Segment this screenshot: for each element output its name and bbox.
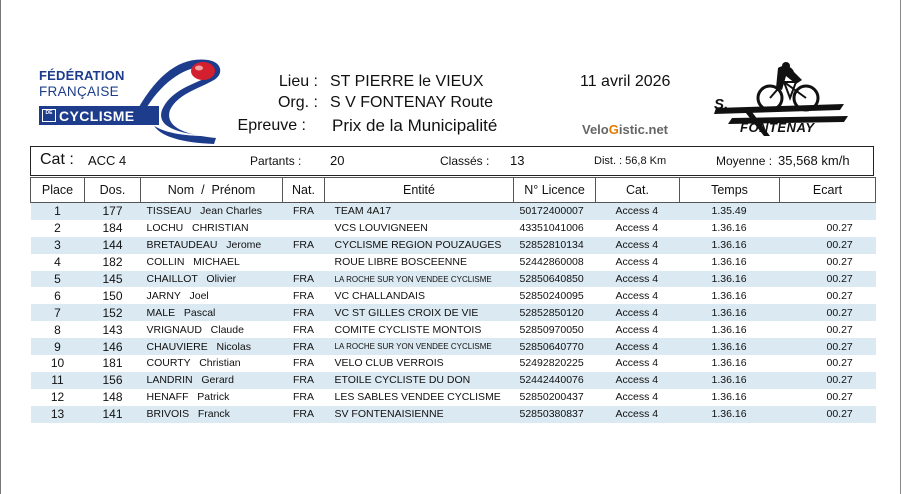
partants-value: 20 xyxy=(330,153,345,168)
cell-cat: Access 4 xyxy=(596,287,680,304)
results-body xyxy=(31,203,876,423)
cell-ecart: 00.27 xyxy=(780,237,876,254)
race-date: 11 avril 2026 xyxy=(580,73,671,90)
cell-ecart: 00.27 xyxy=(780,321,876,338)
cell-nat: FRA xyxy=(283,203,325,220)
cell-cat: Access 4 xyxy=(596,389,680,406)
cell-dos: 146 xyxy=(85,338,141,355)
cell-place: 4 xyxy=(31,254,85,271)
distance: Dist. : 56,8 Km xyxy=(594,155,667,167)
cell-entite: VC CHALLANDAIS xyxy=(325,287,514,304)
cell-place: 13 xyxy=(31,406,85,423)
cell-licence: 43351041006 xyxy=(514,220,596,237)
table-row xyxy=(31,271,876,288)
club-logo-sv: S. xyxy=(714,96,729,113)
cell-temps: 1.36.16 xyxy=(680,321,780,338)
cell-entite: ROUE LIBRE BOSCEENNE xyxy=(325,254,514,271)
cell-cat: Access 4 xyxy=(596,220,680,237)
federation-line3: CYCLISME xyxy=(59,108,135,124)
cell-licence: 52850640850 xyxy=(514,271,596,288)
cell-temps: 1.36.16 xyxy=(680,271,780,288)
cell-nom: LANDRIN Gerard xyxy=(141,372,283,389)
table-row xyxy=(31,321,876,338)
cell-entite: VELO CLUB VERROIS xyxy=(325,355,514,372)
cell-dos: 148 xyxy=(85,389,141,406)
cat-value: ACC 4 xyxy=(88,153,127,168)
cell-ecart: 00.27 xyxy=(780,220,876,237)
cell-entite: LA ROCHE SUR YON VENDEE CYCLISME xyxy=(325,271,514,288)
cell-dos: 182 xyxy=(85,254,141,271)
table-row xyxy=(31,287,876,304)
club-logo-name: FONTENAY xyxy=(740,120,815,135)
cell-nat: FRA xyxy=(283,237,325,254)
cell-entite: LA ROCHE SUR YON VENDEE CYCLISME xyxy=(325,338,514,355)
moyenne-value: 35,568 km/h xyxy=(778,153,850,168)
cell-entite: ETOILE CYCLISTE DU DON xyxy=(325,372,514,389)
col-header-cat: Cat. xyxy=(596,178,680,203)
cell-nat: FRA xyxy=(283,304,325,321)
partants-label: Partants : xyxy=(250,154,302,168)
cell-licence: 52852850120 xyxy=(514,304,596,321)
col-header-temps: Temps xyxy=(680,178,780,203)
table-row xyxy=(31,254,876,271)
cell-entite: SV FONTENAISIENNE xyxy=(325,406,514,423)
cell-entite: TEAM 4A17 xyxy=(325,203,514,220)
cell-ecart: 00.27 xyxy=(780,254,876,271)
cell-cat: Access 4 xyxy=(596,271,680,288)
cell-cat: Access 4 xyxy=(596,237,680,254)
cell-temps: 1.36.16 xyxy=(680,254,780,271)
cell-ecart xyxy=(780,203,876,220)
cell-ecart: 00.27 xyxy=(780,406,876,423)
cell-ecart: 00.27 xyxy=(780,271,876,288)
cell-place: 8 xyxy=(31,321,85,338)
cell-dos: 177 xyxy=(85,203,141,220)
table-row xyxy=(31,338,876,355)
club-logo xyxy=(712,60,852,142)
cell-temps: 1.36.16 xyxy=(680,389,780,406)
table-row xyxy=(31,355,876,372)
cell-nat xyxy=(283,220,325,237)
col-header-ecart: Ecart xyxy=(780,178,876,203)
cell-cat: Access 4 xyxy=(596,321,680,338)
federation-line2: FRANÇAISE xyxy=(39,84,119,99)
col-header-entite: Entité xyxy=(325,178,514,203)
cell-cat: Access 4 xyxy=(596,372,680,389)
cell-nom: COURTY Christian xyxy=(141,355,283,372)
cell-place: 3 xyxy=(31,237,85,254)
brand-part-c: istic.net xyxy=(618,122,668,137)
cell-place: 2 xyxy=(31,220,85,237)
cell-nom: CHAILLOT Olivier xyxy=(141,271,283,288)
cell-place: 9 xyxy=(31,338,85,355)
cell-licence: 52492820225 xyxy=(514,355,596,372)
cat-label: Cat : xyxy=(40,151,74,168)
cell-dos: 145 xyxy=(85,271,141,288)
federation-line1: FÉDÉRATION xyxy=(39,68,125,83)
cell-cat: Access 4 xyxy=(596,338,680,355)
cell-nom: VRIGNAUD Claude xyxy=(141,321,283,338)
cell-place: 11 xyxy=(31,372,85,389)
org-label: Org. : xyxy=(277,94,318,111)
cell-temps: 1.36.16 xyxy=(680,220,780,237)
cell-nat: FRA xyxy=(283,355,325,372)
cell-cat: Access 4 xyxy=(596,203,680,220)
velogistic-brand xyxy=(582,122,668,137)
cell-nom: BRETAUDEAU Jerome xyxy=(141,237,283,254)
cell-cat: Access 4 xyxy=(596,406,680,423)
cell-ecart: 00.27 xyxy=(780,287,876,304)
federation-de: DE xyxy=(42,109,56,122)
cell-place: 5 xyxy=(31,271,85,288)
cell-dos: 144 xyxy=(85,237,141,254)
brand-part-a: Velo xyxy=(582,122,609,137)
cell-dos: 150 xyxy=(85,287,141,304)
table-header-row xyxy=(31,178,876,203)
table-row xyxy=(31,304,876,321)
cell-nat: FRA xyxy=(283,372,325,389)
cell-temps: 1.35.49 xyxy=(680,203,780,220)
cell-dos: 184 xyxy=(85,220,141,237)
cell-dos: 152 xyxy=(85,304,141,321)
cell-entite: VCS LOUVIGNEEN xyxy=(325,220,514,237)
cell-dos: 156 xyxy=(85,372,141,389)
cell-nom: CHAUVIERE Nicolas xyxy=(141,338,283,355)
table-row xyxy=(31,203,876,220)
page-border-left xyxy=(0,0,1,494)
col-header-dos: Dos. xyxy=(85,178,141,203)
cell-entite: VC ST GILLES CROIX DE VIE xyxy=(325,304,514,321)
col-header-nom: Nom / Prénom xyxy=(141,178,283,203)
cell-ecart: 00.27 xyxy=(780,355,876,372)
cell-nat: FRA xyxy=(283,389,325,406)
cell-ecart: 00.27 xyxy=(780,372,876,389)
classes-value: 13 xyxy=(510,153,525,168)
table-row xyxy=(31,372,876,389)
cell-cat: Access 4 xyxy=(596,355,680,372)
cell-cat: Access 4 xyxy=(596,304,680,321)
cell-entite: LES SABLES VENDEE CYCLISME xyxy=(325,389,514,406)
cell-place: 1 xyxy=(31,203,85,220)
lieu-label: Lieu : xyxy=(278,73,318,90)
cell-ecart: 00.27 xyxy=(780,304,876,321)
brand-part-b: G xyxy=(608,122,619,137)
cell-dos: 143 xyxy=(85,321,141,338)
cell-temps: 1.36.16 xyxy=(680,355,780,372)
page-border-right xyxy=(900,0,901,494)
cell-temps: 1.36.16 xyxy=(680,338,780,355)
cell-nat: FRA xyxy=(283,321,325,338)
cell-licence: 52850380837 xyxy=(514,406,596,423)
cell-licence: 52852810134 xyxy=(514,237,596,254)
cell-nom: COLLIN MICHAEL xyxy=(141,254,283,271)
cell-nat: FRA xyxy=(283,406,325,423)
cell-place: 6 xyxy=(31,287,85,304)
cell-entite: CYCLISME REGION POUZAUGES xyxy=(325,237,514,254)
cell-temps: 1.36.16 xyxy=(680,304,780,321)
cell-licence: 52442860008 xyxy=(514,254,596,271)
cell-nat: FRA xyxy=(283,338,325,355)
cell-ecart: 00.27 xyxy=(780,389,876,406)
cell-licence: 52850200437 xyxy=(514,389,596,406)
table-row xyxy=(31,389,876,406)
col-header-nat: Nat. xyxy=(283,178,325,203)
cell-licence: 52850640770 xyxy=(514,338,596,355)
table-row xyxy=(31,237,876,254)
cell-temps: 1.36.16 xyxy=(680,372,780,389)
lieu-value: ST PIERRE le VIEUX xyxy=(330,73,484,90)
cell-licence: 52442440076 xyxy=(514,372,596,389)
cell-place: 12 xyxy=(31,389,85,406)
cell-nat: FRA xyxy=(283,271,325,288)
cell-licence: 52850240095 xyxy=(514,287,596,304)
cell-nom: MALE Pascal xyxy=(141,304,283,321)
cell-nom: TISSEAU Jean Charles xyxy=(141,203,283,220)
epreuve-label: Epreuve : xyxy=(237,117,306,134)
cell-dos: 141 xyxy=(85,406,141,423)
cell-nom: LOCHU CHRISTIAN xyxy=(141,220,283,237)
cell-temps: 1.36.16 xyxy=(680,237,780,254)
classes-label: Classés : xyxy=(440,154,490,168)
epreuve-value: Prix de la Municipalité xyxy=(332,116,498,135)
results-table xyxy=(30,177,876,423)
table-row xyxy=(31,406,876,423)
cell-licence: 52850970050 xyxy=(514,321,596,338)
col-header-place: Place xyxy=(31,178,85,203)
cell-ecart: 00.27 xyxy=(780,338,876,355)
cell-cat: Access 4 xyxy=(596,254,680,271)
moyenne-label: Moyenne : xyxy=(716,154,773,168)
col-header-licence: N° Licence xyxy=(514,178,596,203)
cell-nat: FRA xyxy=(283,287,325,304)
cell-entite: COMITE CYCLISTE MONTOIS xyxy=(325,321,514,338)
cell-dos: 181 xyxy=(85,355,141,372)
cell-licence: 50172400007 xyxy=(514,203,596,220)
cell-nom: JARNY Joel xyxy=(141,287,283,304)
table-row xyxy=(31,220,876,237)
org-value: S V FONTENAY Route xyxy=(330,94,494,111)
cell-nat xyxy=(283,254,325,271)
cell-nom: HENAFF Patrick xyxy=(141,389,283,406)
cell-temps: 1.36.16 xyxy=(680,287,780,304)
cell-place: 10 xyxy=(31,355,85,372)
cell-place: 7 xyxy=(31,304,85,321)
cell-temps: 1.36.16 xyxy=(680,406,780,423)
cell-nom: BRIVOIS Franck xyxy=(141,406,283,423)
